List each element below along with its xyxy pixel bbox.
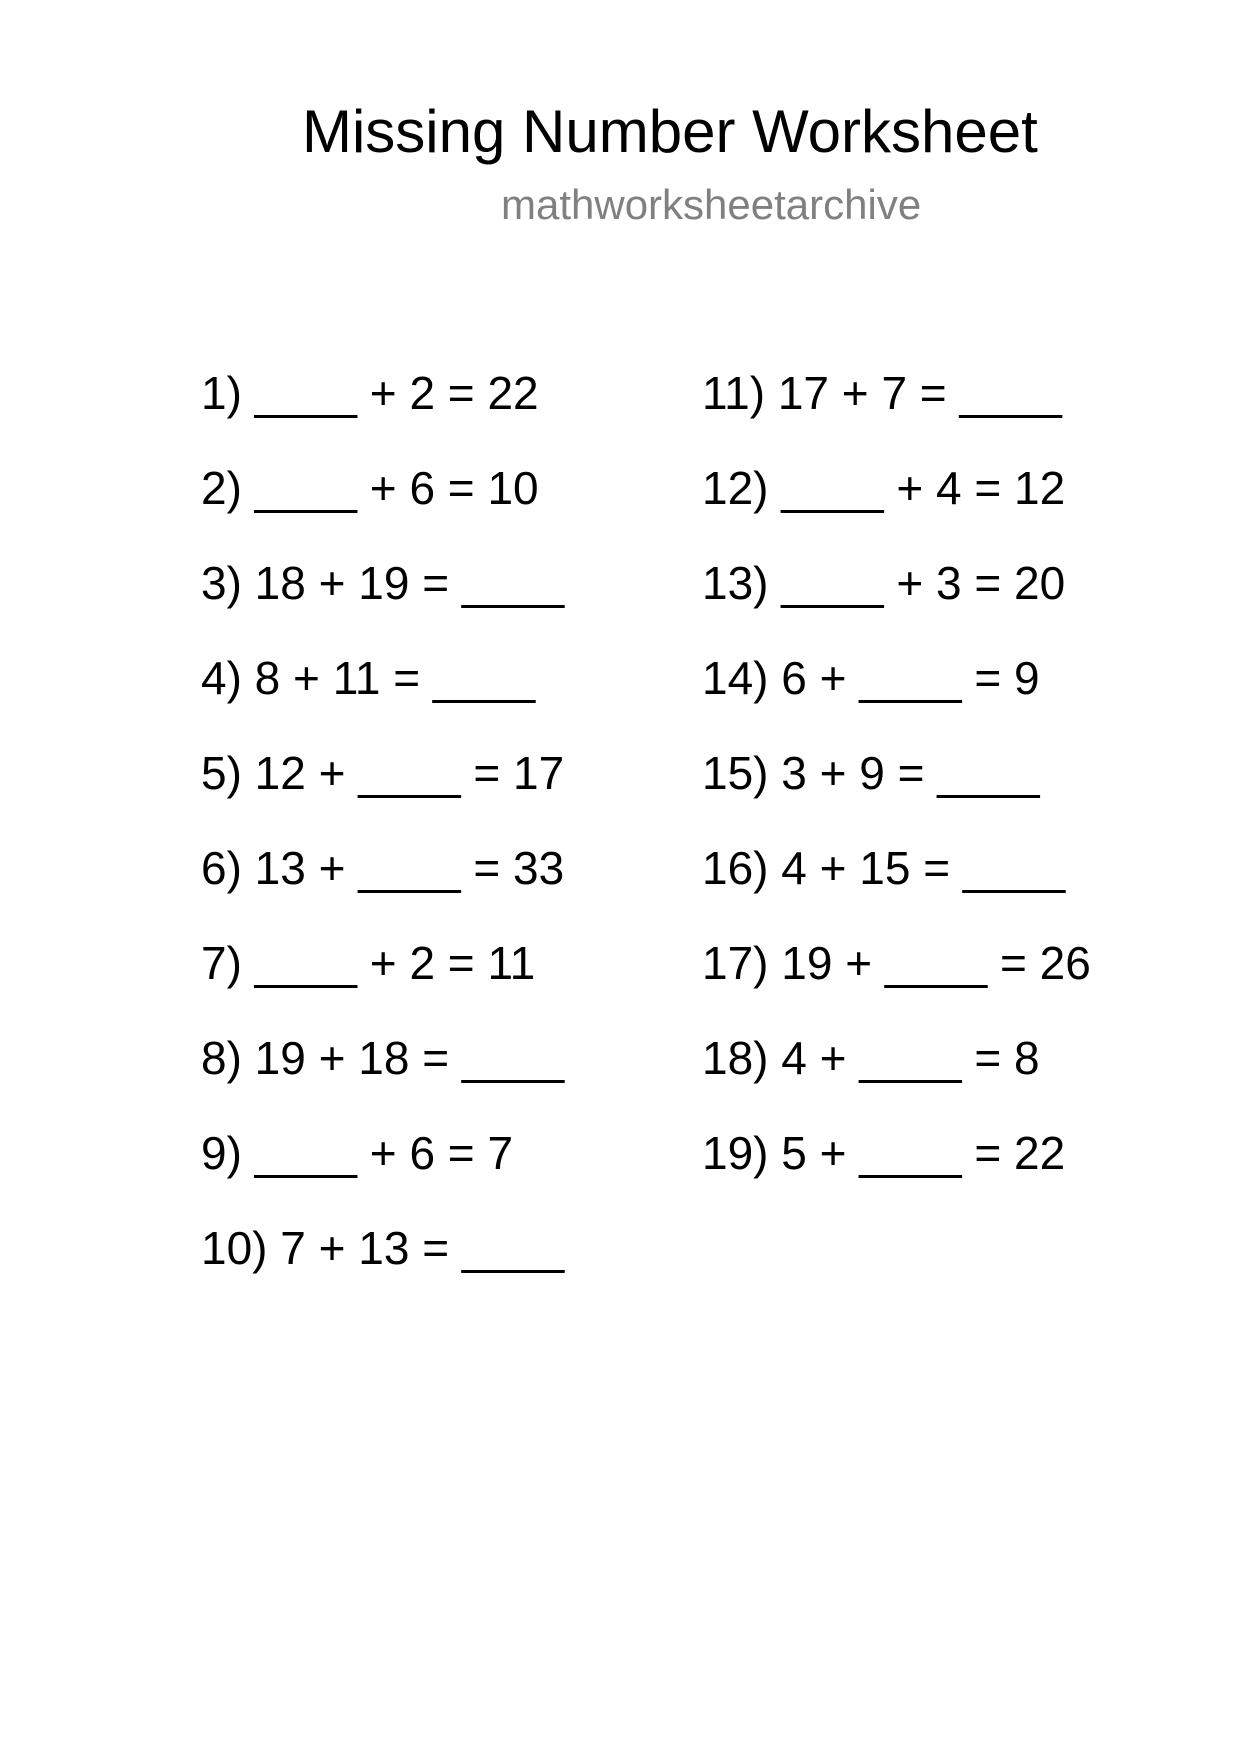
problem-16: 16) 4 + 15 = ____ bbox=[702, 842, 1066, 894]
problem-10: 10) 7 + 13 = ____ bbox=[201, 1222, 565, 1274]
problem-3: 3) 18 + 19 = ____ bbox=[201, 557, 565, 609]
problem-4: 4) 8 + 11 = ____ bbox=[201, 652, 536, 704]
problem-15: 15) 3 + 9 = ____ bbox=[702, 747, 1040, 799]
worksheet-source-subtitle: mathworksheetarchive bbox=[501, 181, 922, 228]
problem-12: 12) ____ + 4 = 12 bbox=[702, 462, 1066, 514]
problem-9: 9) ____ + 6 = 7 bbox=[201, 1127, 514, 1179]
problem-1: 1) ____ + 2 = 22 bbox=[201, 367, 539, 419]
problem-8: 8) 19 + 18 = ____ bbox=[201, 1032, 565, 1084]
problem-17: 17) 19 + ____ = 26 bbox=[702, 937, 1091, 989]
problem-19: 19) 5 + ____ = 22 bbox=[702, 1127, 1066, 1179]
problem-2: 2) ____ + 6 = 10 bbox=[201, 462, 539, 514]
worksheet-title: Missing Number Worksheet bbox=[302, 98, 1038, 165]
problems-left-column bbox=[201, 346, 564, 1296]
problem-5: 5) 12 + ____ = 17 bbox=[201, 747, 565, 799]
problems-right-column bbox=[702, 346, 1091, 1201]
problem-6: 6) 13 + ____ = 33 bbox=[201, 842, 565, 894]
problem-18: 18) 4 + ____ = 8 bbox=[702, 1032, 1040, 1084]
problem-7: 7) ____ + 2 = 11 bbox=[201, 937, 536, 989]
problem-13: 13) ____ + 3 = 20 bbox=[702, 557, 1066, 609]
problem-14: 14) 6 + ____ = 9 bbox=[702, 652, 1040, 704]
problem-11: 11) 17 + 7 = ____ bbox=[702, 367, 1062, 419]
